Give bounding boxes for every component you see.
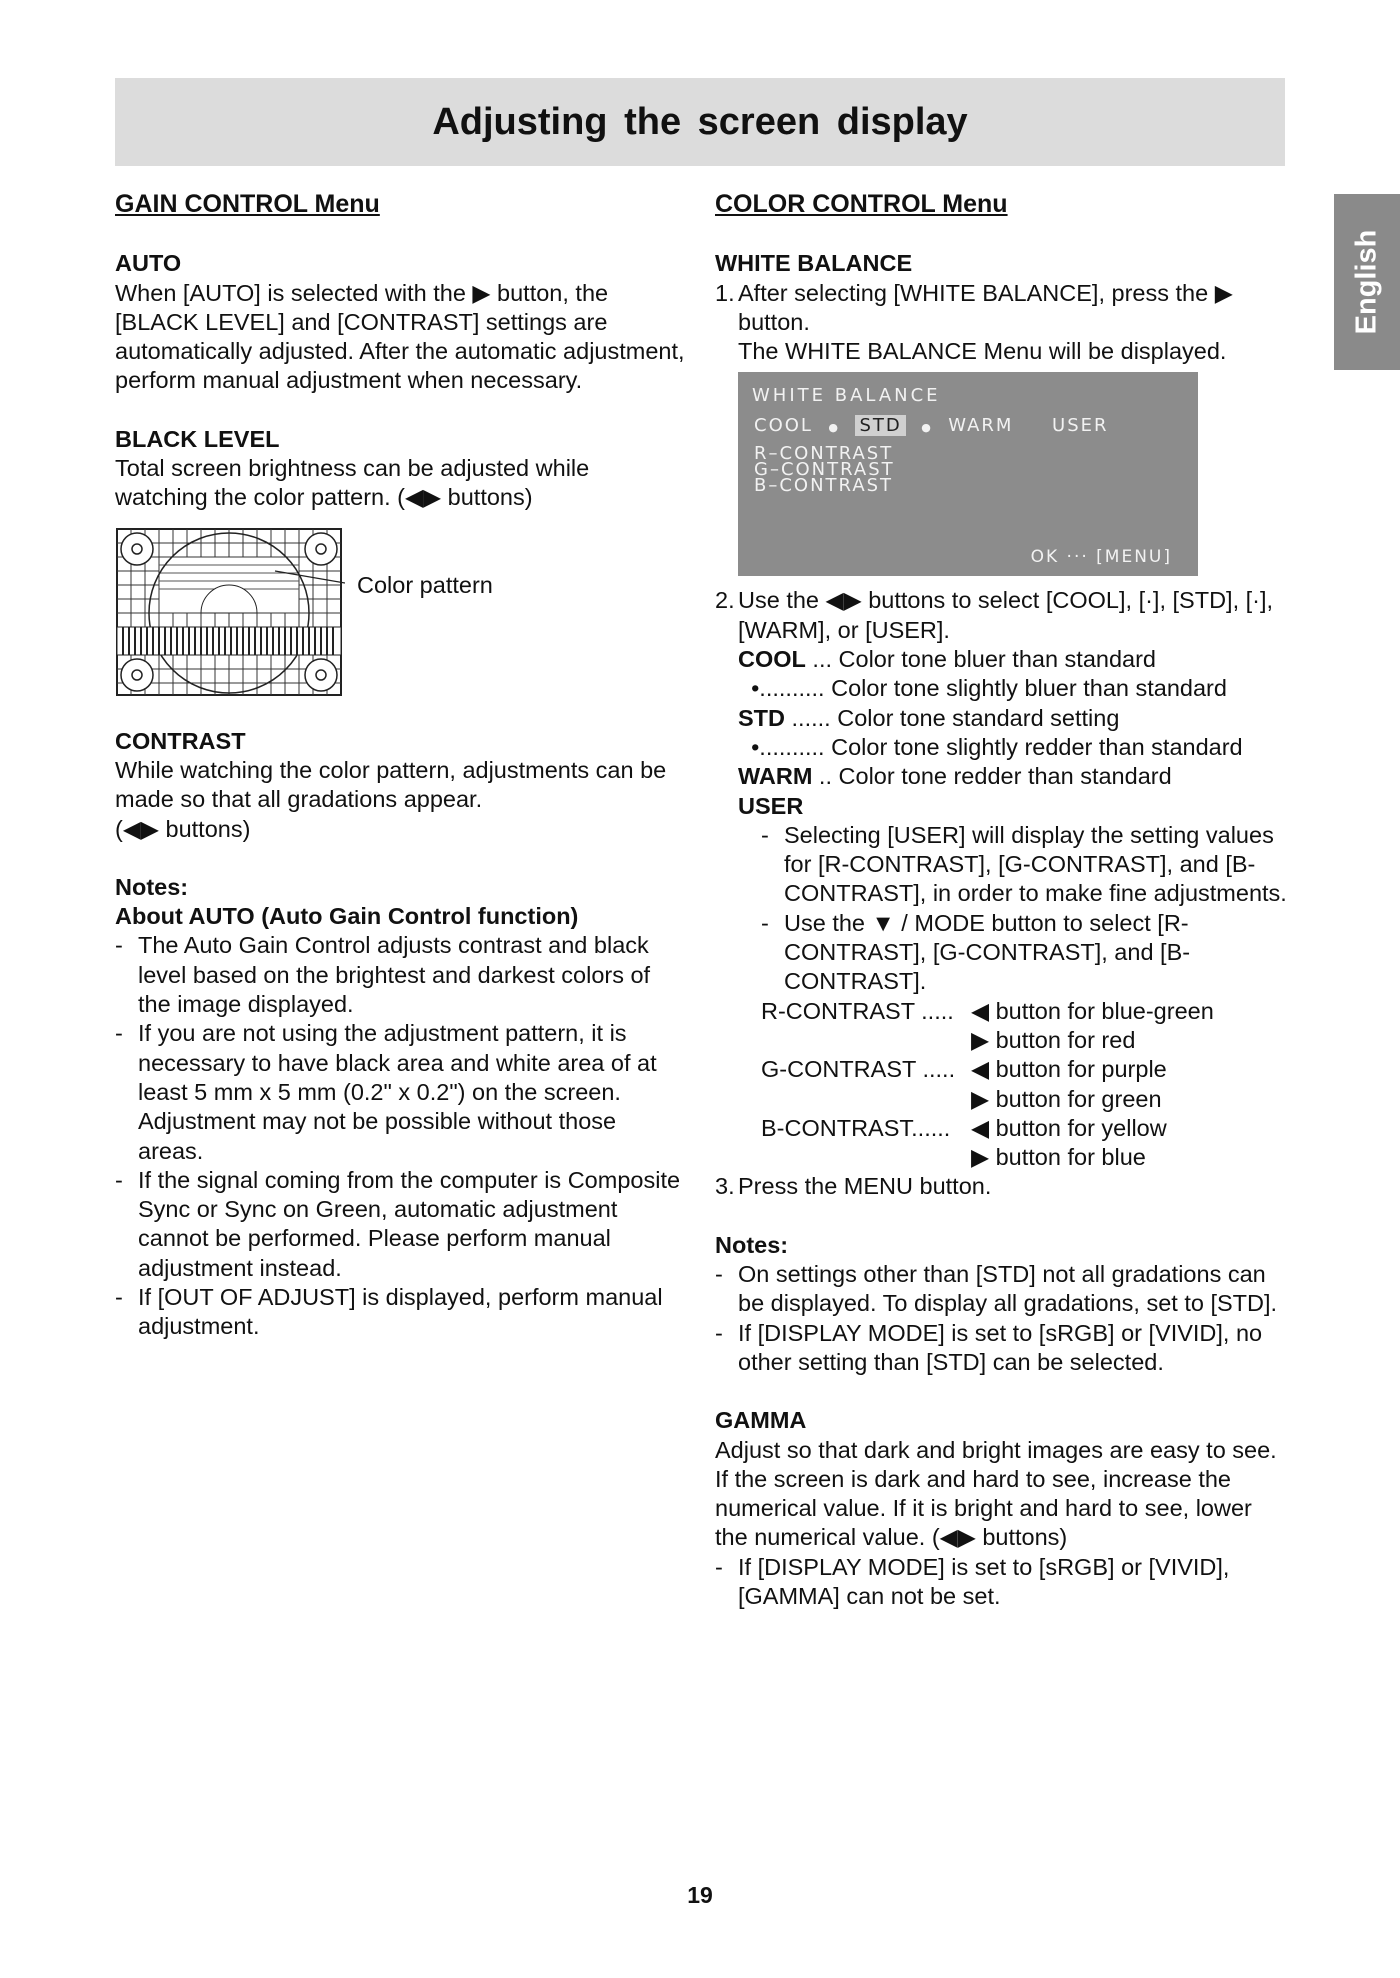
tone-sep: ... [805, 646, 839, 673]
color-pattern-caption: Color pattern [357, 571, 493, 598]
tone-sep: .......... [759, 675, 832, 702]
step-2 [715, 586, 1290, 645]
rgb-row [715, 1114, 1290, 1143]
menu-title: WHITE BALANCE [752, 385, 941, 407]
left-note-item: - If the signal coming from the computer is Composite Sync or Sync on Green, automatic adjustment cannot be performed. Please perform manual adjustment instead. [115, 1166, 685, 1283]
gamma-note: - If [DISPLAY MODE] is set to [sRGB] or [VIVID], [GAMMA] can not be set. [715, 1553, 1290, 1612]
step-1-number: 1. [715, 279, 735, 306]
menu-contrast-list [754, 443, 895, 497]
rgb-action: ◀ button for blue-green [971, 997, 1214, 1024]
tone-sep: .. [812, 763, 839, 790]
rgb-label: G-CONTRAST ..... [761, 1056, 956, 1083]
language-tab-label: English [1350, 229, 1383, 335]
left-column [115, 186, 685, 1342]
step-3-number: 3. [715, 1173, 735, 1200]
contrast-buttons: (◀▶ buttons) [115, 815, 251, 842]
rgb-action: ▶ button for green [971, 1085, 1162, 1112]
menu-option-std: STD [855, 415, 905, 436]
tone-key: • [751, 675, 760, 702]
left-note-item: - If [OUT OF ADJUST] is displayed, perform manual adjustment. [115, 1283, 685, 1342]
rgb-row [715, 1055, 1290, 1084]
black-level-text: Total screen brightness can be adjusted while watching the color pattern. (◀▶ buttons) [115, 455, 590, 511]
menu-option-warm: WARM [948, 415, 1014, 437]
user-heading: USER [738, 792, 804, 819]
tone-desc: Color tone standard setting [837, 704, 1120, 731]
rgb-row [715, 1143, 1290, 1172]
tone-key: STD [738, 704, 785, 731]
gain-control-heading: GAIN CONTROL Menu [115, 190, 380, 218]
menu-ok-hint: OK ··· [MENU] [1030, 547, 1172, 568]
rgb-contrast-table [715, 997, 1290, 1173]
tone-row [738, 762, 1290, 791]
menu-r-contrast: R–CONTRAST [754, 443, 894, 465]
step-1b-text: The WHITE BALANCE Menu will be displayed. [738, 338, 1227, 365]
tone-row [738, 733, 1290, 762]
menu-option-dot: ● [921, 421, 933, 435]
auto-heading: AUTO [115, 250, 182, 277]
tone-row [738, 704, 1290, 733]
tone-sep: ...... [785, 704, 838, 731]
contrast-heading: CONTRAST [115, 727, 246, 754]
step-1 [715, 279, 1290, 338]
left-note-item: - If you are not using the adjustment pattern, it is necessary to have black area and white area of at least 5 mm x 5 mm (0.2" x 0.2") on the screen. Adjustment may not be possible without those areas. [115, 1019, 685, 1165]
auto-text: When [AUTO] is selected with the ▶ button, the [BLACK LEVEL] and [CONTRAST] settings are automatically adjusted. After the automatic adjustment, perform manual adjustment when necessary. [115, 279, 685, 394]
tone-key: • [751, 733, 760, 760]
step-2-text: Use the ◀▶ buttons to select [COOL], [·], [STD], [·], [WARM], or [USER]. [738, 587, 1274, 643]
gamma-heading: GAMMA [715, 1407, 807, 1434]
menu-option-user: USER [1052, 415, 1109, 437]
rgb-row [715, 1085, 1290, 1114]
step-2-number: 2. [715, 587, 735, 614]
language-tab [1334, 194, 1400, 370]
rgb-action: ◀ button for yellow [971, 1114, 1167, 1141]
tone-desc: Color tone redder than standard [838, 763, 1172, 790]
menu-g-contrast: G–CONTRAST [754, 459, 895, 481]
tone-row [738, 674, 1290, 703]
right-notes-heading: Notes: [715, 1231, 789, 1258]
left-notes-heading: Notes: [115, 873, 189, 900]
black-level-heading: BLACK LEVEL [115, 425, 280, 452]
user-notes [715, 821, 1290, 997]
rgb-row [715, 1026, 1290, 1055]
contrast-text: While watching the color pattern, adjustments can be made so that all gradations appear. [115, 756, 667, 813]
rgb-action: ◀ button for purple [971, 1056, 1167, 1083]
rgb-action: ▶ button for blue [971, 1144, 1146, 1171]
tone-sep: .......... [759, 733, 832, 760]
tone-key: WARM [738, 763, 813, 790]
tone-row [738, 645, 1290, 674]
white-balance-menu-screenshot [738, 372, 1198, 576]
left-note-item: - The Auto Gain Control adjusts contrast and black level based on the brightest and darkest colors of the image displayed. [115, 931, 685, 1019]
tone-list [715, 645, 1290, 821]
page-title: Adjusting the screen display [432, 100, 968, 143]
right-note-item: - On settings other than [STD] not all gradations can be displayed. To display all gradations, set to [STD]. [715, 1260, 1290, 1319]
white-balance-heading: WHITE BALANCE [715, 250, 913, 277]
gamma-text: Adjust so that dark and bright images are easy to see. If the screen is dark and hard to see, increase the numerical value. If it is bright and hard to see, lower the numerical value. (◀▶ buttons) [715, 1436, 1277, 1551]
right-column [715, 186, 1290, 1611]
page-number: 19 [687, 1882, 713, 1908]
right-note-item: - If [DISPLAY MODE] is set to [sRGB] or [VIVID], no other setting than [STD] can be selected. [715, 1319, 1290, 1378]
tone-desc: Color tone slightly bluer than standard [831, 675, 1227, 702]
tone-key: COOL [738, 646, 806, 673]
step-3 [715, 1172, 1290, 1201]
user-note-item: - Use the ▼ / MODE button to select [R-CONTRAST], [G-CONTRAST], and [B-CONTRAST]. [761, 909, 1290, 997]
tone-desc: Color tone slightly redder than standard [831, 733, 1243, 760]
menu-option-cool: COOL [754, 415, 813, 437]
user-note-item: - Selecting [USER] will display the setting values for [R-CONTRAST], [G-CONTRAST], and [B-CONTRAST], in order to make fine adjustments. [761, 821, 1290, 909]
menu-b-contrast: B–CONTRAST [754, 475, 894, 497]
rgb-label: B-CONTRAST...... [761, 1114, 951, 1141]
step-1-text: After selecting [WHITE BALANCE], press the ▶ button. [738, 279, 1233, 335]
menu-options-row [754, 411, 1109, 442]
menu-option-dot: ● [828, 421, 840, 435]
step-3-text: Press the MENU button. [738, 1173, 992, 1200]
color-pattern-image [115, 527, 345, 699]
color-pattern-figure [115, 527, 685, 707]
tone-desc: Color tone bluer than standard [838, 646, 1157, 673]
page-title-bar [115, 78, 1285, 166]
rgb-label: R-CONTRAST ..... [761, 997, 954, 1024]
rgb-row [715, 997, 1290, 1026]
rgb-action: ▶ button for red [971, 1026, 1136, 1053]
auto-notes-subheading: About AUTO (Auto Gain Control function) [115, 903, 579, 930]
color-control-heading: COLOR CONTROL Menu [715, 190, 1008, 218]
